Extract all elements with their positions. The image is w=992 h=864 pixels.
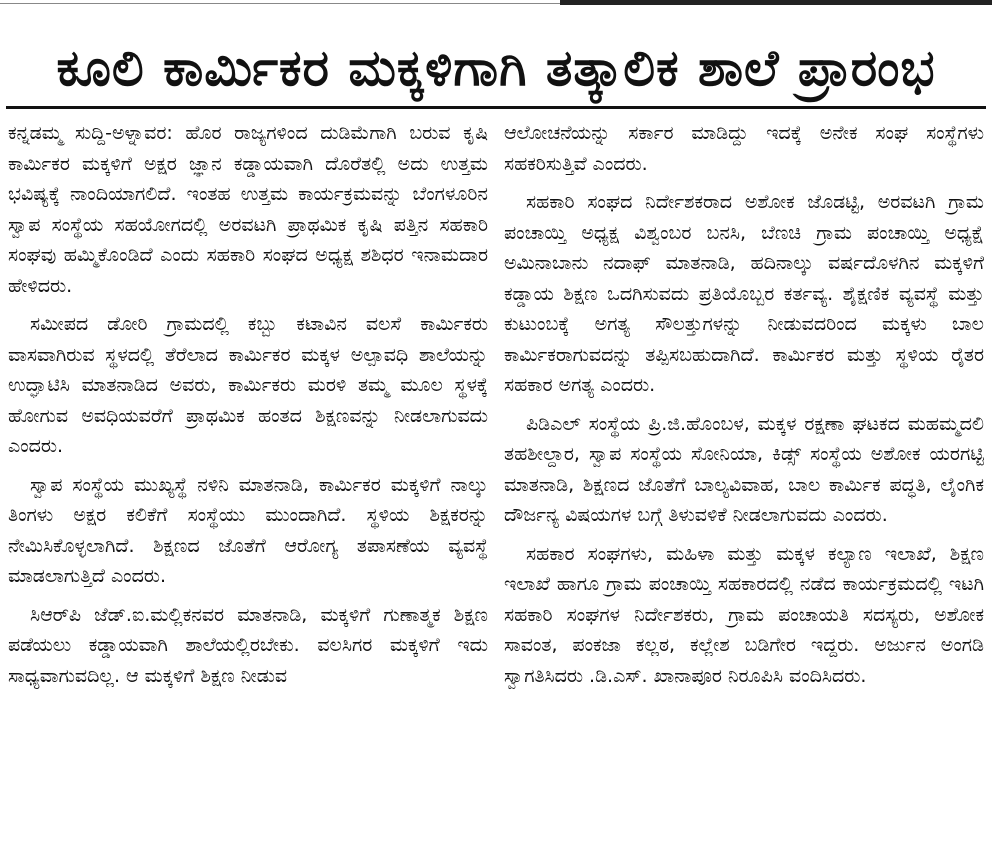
top-thick-rule xyxy=(560,0,992,5)
article-headline: ಕೂಲಿ ಕಾರ್ಮಿಕರ ಮಕ್ಕಳಿಗಾಗಿ ತತ್ಕಾಲಿಕ ಶಾಲೆ ಪ್ರಾರಂಭ xyxy=(56,39,936,97)
top-rule xyxy=(0,0,992,8)
paragraph: ಸ್ವಾಪ ಸಂಸ್ಥೆಯ ಮುಖ್ಯಸ್ಥೆ ನಳಿನಿ ಮಾತನಾಡಿ, ಕಾರ್ಮಿಕರ ಮಕ್ಕಳಿಗೆ ನಾಲ್ಕು ತಿಂಗಳು ಅಕ್ಷರ ಕಲಿಕೆಗೆ ಸಂಸ್ಥೆಯು ಮುಂದಾಗಿದೆ. ಸ್ಥಳಿಯ ಶಿಕ್ಷಕರನ್ನು ನೇಮಿಸಿಕೊಳ್ಳಲಾಗಿದೆ. ಶಿಕ್ಷಣದ ಜೊತೆಗೆ ಆರೋಗ್ಯ ತಪಾಸಣೆಯ ವ್ಯವಸ್ಥೆ ಮಾಡಲಾಗುತ್ತಿದೆ ಎಂದರು. xyxy=(8,473,488,587)
paragraph: ಸಿಆರ್‌ಪಿ ಜೆಡ್.ಐ.ಮಲ್ಲಿಕನವರ ಮಾತನಾಡಿ, ಮಕ್ಕಳಿಗೆ ಗುಣಾತ್ಮಕ ಶಿಕ್ಷಣ ಪಡೆಯಲು ಕಡ್ಡಾಯವಾಗಿ ಶಾಲೆಯಲ್ಲಿರಬೇಕು. ವಲಸಿಗರ ಮಕ್ಕಳಿಗೆ ಇದು ಸಾಧ್ಯವಾಗುವದಿಲ್ಲ. ಆ ಮಕ್ಕಳಿಗೆ ಶಿಕ್ಷಣ ನೀಡುವ xyxy=(8,603,488,687)
paragraph: ಸಹಕಾರ ಸಂಘಗಳು, ಮಹಿಳಾ ಮತ್ತು ಮಕ್ಕಳ ಕಲ್ಯಾಣ ಇಲಾಖೆ, ಶಿಕ್ಷಣ ಇಲಾಖೆ ಹಾಗೂ ಗ್ರಾಮ ಪಂಚಾಯ್ತಿ ಸಹಕಾರದಲ್ಲಿ ನಡೆದ ಕಾರ್ಯಕ್ರಮದಲ್ಲಿ ಇಟಗಿ ಸಹಕಾರಿ ಸಂಘಗಳ ನಿರ್ದೇಶಕರು, ಗ್ರಾಮ ಪಂಚಾಯತಿ ಸದಸ್ಯರು, ಅಶೋಕ ಸಾವಂತ, ಪಂಕಜಾ ಕಲ್ಲಠ, ಕಲ್ಲೇಶ ಬಡಿಗೇರ ಇದ್ದರು. ಅರ್ಜುನ ಅಂಗಡಿ ಸ್ವಾಗತಿಸಿದರು .ಡಿ.ಎಸ್. ಖಾನಾಪೂರ ನಿರೂಪಿಸಿ ವಂದಿಸಿದರು. xyxy=(504,542,984,687)
left-column xyxy=(8,118,488,864)
paragraph: ಸಹಕಾರಿ ಸಂಘದ ನಿರ್ದೇಶಕರಾದ ಅಶೋಕ ಜೊಡಟ್ಟಿ, ಅರವಟಗಿ ಗ್ರಾಮ ಪಂಚಾಯ್ತಿ ಅಧ್ಯಕ್ಷ ವಿಶ್ವಂಬರ ಬನಸಿ, ಬೆಣಚಿ ಗ್ರಾಮ ಪಂಚಾಯ್ತಿ ಅಧ್ಯಕ್ಷೆ ಅಮಿನಾಬಾನು ನದಾಫ್ ಮಾತನಾಡಿ, ಹದಿನಾಲ್ಕು ವರ್ಷದೊಳಗಿನ ಮಕ್ಕಳಿಗೆ ಕಡ್ಡಾಯ ಶಿಕ್ಷಣ ಒದಗಿಸುವದು ಪ್ರತಿಯೊಬ್ಬರ ಕರ್ತವ್ಯ. ಶೈಕ್ಷಣಿಕ ವ್ಯವಸ್ಥೆ ಮತ್ತು ಕುಟುಂಬಕ್ಕೆ ಅಗತ್ಯ ಸೌಲತ್ತುಗಳನ್ನು ನೀಡುವದರಿಂದ ಮಕ್ಕಳು ಬಾಲ ಕಾರ್ಮಿಕರಾಗುವದನ್ನು ತಪ್ಪಿಸಬಹುದಾಗಿದೆ. ಕಾರ್ಮಿಕರ ಮತ್ತು ಸ್ಥಳಿಯ ರೈತರ ಸಹಕಾರ ಅಗತ್ಯ ಎಂದರು. xyxy=(504,191,984,396)
paragraph: ಕನ್ನಡಮ್ಮ ಸುದ್ದಿ-ಅಳ್ನಾವರ: ಹೊರ ರಾಜ್ಯಗಳಿಂದ ದುಡಿಮೆಗಾಗಿ ಬರುವ ಕೃಷಿ ಕಾರ್ಮಿಕರ ಮಕ್ಕಳಿಗೆ ಅಕ್ಷರ ಜ್ಞಾನ ಕಡ್ಡಾಯವಾಗಿ ದೊರೆತಲ್ಲಿ ಅದು ಉತ್ತಮ ಭವಿಷ್ಯಕ್ಕೆ ನಾಂದಿಯಾಗಲಿದೆ. ಇಂತಹ ಉತ್ತಮ ಕಾರ್ಯಕ್ರಮವನ್ನು ಬೆಂಗಳೂರಿನ ಸ್ವಾಪ ಸಂಸ್ಥೆಯ ಸಹಯೋಗದಲ್ಲಿ ಅರವಟಗಿ ಪ್ರಾಥಮಿಕ ಕೃಷಿ ಪತ್ತಿನ ಸಹಕಾರಿ ಸಂಘವು ಹಮ್ಮಿಕೊಂಡಿದೆ ಎಂದು ಸಹಕಾರಿ ಸಂಘದ ಅಧ್ಯಕ್ಷ ಶಶಿಧರ ಇನಾಮದಾರ ಹೇಳಿದರು. xyxy=(8,122,488,297)
paragraph: ಸಮೀಪದ ಡೋರಿ ಗ್ರಾಮದಲ್ಲಿ ಕಬ್ಬು ಕಟಾವಿನ ವಲಸೆ ಕಾರ್ಮಿಕರು ವಾಸವಾಗಿರುವ ಸ್ಥಳದಲ್ಲಿ ತೆರೆಲಾದ ಕಾರ್ಮಿಕರ ಮಕ್ಕಳ ಅಲ್ಪಾವಧಿ ಶಾಲೆಯನ್ನು ಉದ್ಘಾಟಿಸಿ ಮಾತನಾಡಿದ ಅವರು, ಕಾರ್ಮಿಕರು ಮರಳಿ ತಮ್ಮ ಮೂಲ ಸ್ಥಳಕ್ಕೆ ಹೋಗುವ ಅವಧಿಯವರೆಗೆ ಪ್ರಾಥಮಿಕ ಹಂತದ ಶಿಕ್ಷಣವನ್ನು ನೀಡಲಾಗುವದು ಎಂದರು. xyxy=(8,313,488,457)
right-column xyxy=(504,118,984,864)
article-body xyxy=(8,118,984,864)
paragraph: ಆಲೋಚನೆಯನ್ನು ಸರ್ಕಾರ ಮಾಡಿದ್ದು ಇದಕ್ಕೆ ಅನೇಕ ಸಂಘ ಸಂಸ್ಥೆಗಳು ಸಹಕರಿಸುತ್ತಿವೆ ಎಂದರು. xyxy=(504,122,984,175)
headline-box xyxy=(6,30,986,109)
paragraph: ಪಿಡಿಎಲ್ ಸಂಸ್ಥೆಯ ಪ್ರಿ.ಜಿ.ಹೊಂಬಳ, ಮಕ್ಕಳ ರಕ್ಷಣಾ ಘಟಕದ ಮಹಮ್ಮದಲಿ ತಹಶೀಲ್ದಾರ, ಸ್ವಾಪ ಸಂಸ್ಥೆಯ ಸೋನಿಯಾ, ಕಿಡ್ಸ್ ಸಂಸ್ಥೆಯ ಅಶೋಕ ಯರಗಟ್ಟಿ ಮಾತನಾಡಿ, ಶಿಕ್ಷಣದ ಜೊತೆಗೆ ಬಾಲ್ಯವಿವಾಹ, ಬಾಲ ಕಾರ್ಮಿಕ ಪದ್ಧತಿ, ಲೈಂಗಿಕ ದೌರ್ಜನ್ಯ ವಿಷಯಗಳ ಬಗ್ಗೆ ತಿಳುವಳಿಕೆ ನೀಡಲಾಗುವದು ಎಂದರು. xyxy=(504,412,984,526)
